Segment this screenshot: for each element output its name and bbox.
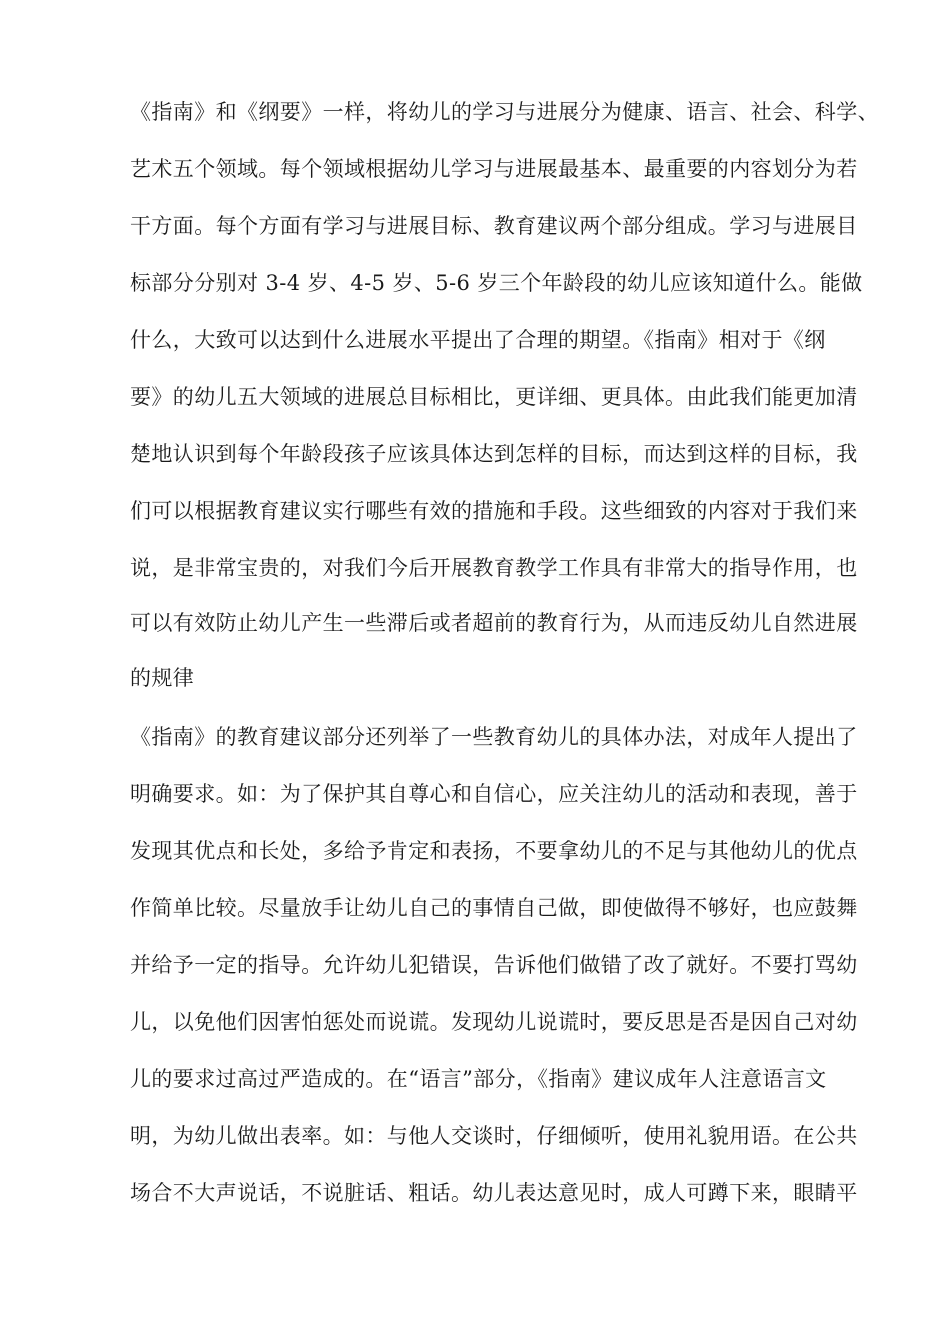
paragraph-1-line-2: 艺术五个领域。每个领域根据幼儿学习与进展最基本、最重要的内容划分为若 — [130, 157, 858, 181]
paragraph-2-line-5: 并给予一定的指导。允许幼儿犯错误，告诉他们做错了改了就好。不要打骂幼 — [130, 953, 858, 977]
paragraph-2-line-9: 场合不大声说话，不说脏话、粗话。幼儿表达意见时，成人可蹲下来，眼睛平 — [130, 1181, 858, 1205]
paragraph-1-line-4: 标部分分别对 3-4 岁、4-5 岁、5-6 岁三个年龄段的幼儿应该知道什么。能做 — [130, 271, 863, 295]
paragraph-1-line-5: 什么，大致可以达到什么进展水平提出了合理的期望。《指南》相对于《纲 — [130, 328, 826, 352]
paragraph-2-line-3: 发现其优点和长处，多给予肯定和表扬，不要拿幼儿的不足与其他幼儿的优点 — [130, 839, 858, 863]
paragraph-2-line-4: 作简单比较。尽量放手让幼儿自己的事情自己做，即使做得不够好，也应鼓舞 — [130, 896, 858, 920]
paragraph-1-line-11: 的规律 — [130, 666, 195, 690]
paragraph-2-line-1: 《指南》的教育建议部分还列举了一些教育幼儿的具体办法，对成年人提出了 — [130, 725, 858, 749]
paragraph-2-line-7: 儿的要求过高过严造成的。在“语言”部分，《指南》建议成年人注意语言文 — [130, 1067, 827, 1091]
paragraph-1-line-1: 《指南》和《纲要》一样，将幼儿的学习与进展分为健康、语言、社会、科学、 — [130, 100, 879, 124]
paragraph-1-line-10: 可以有效防止幼儿产生一些滞后或者超前的教育行为，从而违反幼儿自然进展 — [130, 611, 858, 635]
paragraph-2-line-6: 儿，以免他们因害怕惩处而说谎。发现幼儿说谎时，要反思是否是因自己对幼 — [130, 1010, 858, 1034]
paragraph-1-line-9: 说，是非常宝贵的，对我们今后开展教育教学工作具有非常大的指导作用，也 — [130, 556, 858, 580]
paragraph-2-line-2: 明确要求。如：为了保护其自尊心和自信心，应关注幼儿的活动和表现，善于 — [130, 782, 858, 806]
paragraph-1-line-3: 干方面。每个方面有学习与进展目标、教育建议两个部分组成。学习与进展目 — [130, 214, 858, 238]
paragraph-1-line-6: 要》的幼儿五大领域的进展总目标相比，更详细、更具体。由此我们能更加清 — [130, 385, 858, 409]
paragraph-1-line-7: 楚地认识到每个年龄段孩子应该具体达到怎样的目标，而达到这样的目标，我 — [130, 442, 858, 466]
paragraph-1-line-8: 们可以根据教育建议实行哪些有效的措施和手段。这些细致的内容对于我们来 — [130, 499, 858, 523]
paragraph-2-line-8: 明，为幼儿做出表率。如：与他人交谈时，仔细倾听，使用礼貌用语。在公共 — [130, 1124, 858, 1148]
